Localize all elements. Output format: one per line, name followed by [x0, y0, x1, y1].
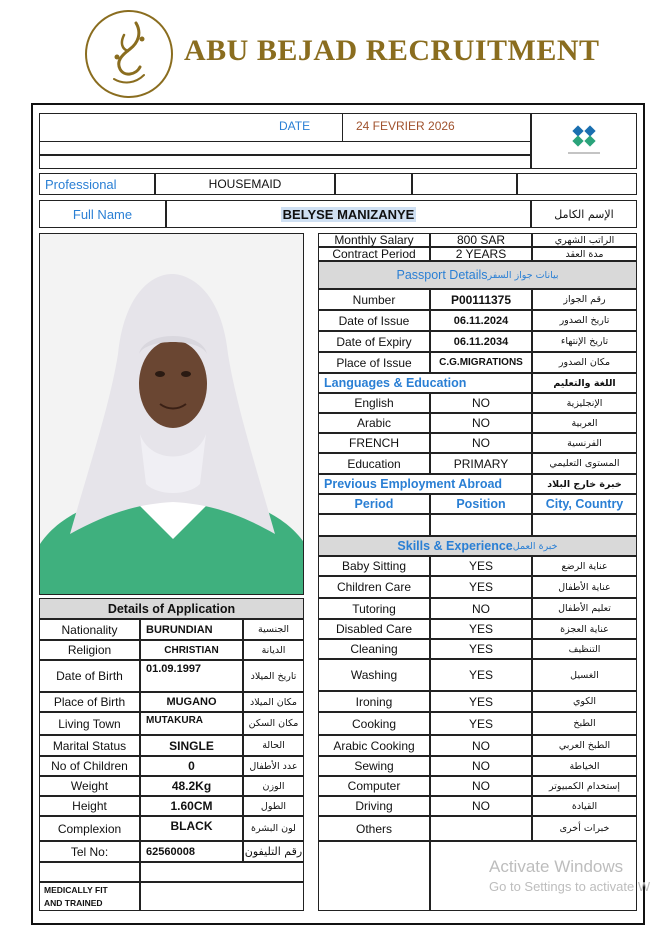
fullname-label: Full Name [39, 200, 166, 228]
skill-value: YES [430, 659, 532, 691]
employment-blank [318, 514, 430, 536]
skill-ar: عناية الأطفال [532, 576, 637, 598]
detail-ar: الجنسية [243, 619, 304, 640]
employment-blank [532, 514, 637, 536]
detail-value: 1.60CM [140, 796, 243, 816]
blank-cell [39, 862, 140, 882]
skill-label: Tutoring [318, 598, 430, 619]
detail-ar: الحالة [243, 735, 304, 756]
skill-ar: الطبخ العربي [532, 735, 637, 756]
detail-label: Nationality [39, 619, 140, 640]
language-value: NO [430, 433, 532, 453]
skill-ar: تعليم الأطفال [532, 598, 637, 619]
blank-row [39, 141, 531, 155]
employment-blank [430, 514, 532, 536]
blank-cell [318, 841, 430, 911]
detail-value: MUTAKURA [140, 712, 243, 735]
skill-ar: عناية الرضع [532, 556, 637, 576]
brand-title: ABU BEJAD RECRUITMENT [184, 34, 600, 67]
salary-label: Monthly Salary [318, 233, 430, 247]
passport-label: Place of Issue [318, 352, 430, 373]
skill-value: NO [430, 796, 532, 816]
skill-label: Sewing [318, 756, 430, 776]
passport-title: Passport Details [396, 268, 488, 282]
skill-ar: الخياطة [532, 756, 637, 776]
blank-cell [140, 882, 304, 911]
passport-ar: تاريخ الإنتهاء [532, 331, 637, 352]
skill-label: Others [318, 816, 430, 841]
skill-label: Driving [318, 796, 430, 816]
passport-label: Date of Expiry [318, 331, 430, 352]
skill-label: Computer [318, 776, 430, 796]
detail-value: SINGLE [140, 735, 243, 756]
detail-label: Date of Birth [39, 660, 140, 692]
skill-value: NO [430, 598, 532, 619]
detail-value: BURUNDIAN [140, 619, 243, 640]
date-label: DATE [279, 119, 311, 133]
watermark-line-2: Go to Settings to activate W [489, 879, 651, 894]
passport-label: Date of Issue [318, 310, 430, 331]
detail-ar: رقم التليفون [243, 841, 304, 862]
detail-label: Place of Birth [39, 692, 140, 712]
language-label: Arabic [318, 413, 430, 433]
language-ar: الإنجليزية [532, 393, 637, 413]
detail-label: Complexion [39, 816, 140, 841]
employment-col-position: Position [430, 494, 532, 514]
skills-title: Skills & Experience [397, 539, 513, 553]
header [0, 0, 669, 103]
education-value: PRIMARY [430, 453, 532, 474]
employment-col-city: City, Country [532, 494, 637, 514]
passport-value: 06.11.2034 [430, 331, 532, 352]
medical-status [39, 882, 140, 911]
medical-line-1: MEDICALLY FIT [44, 884, 108, 895]
detail-value: 01.09.1997 [140, 660, 243, 692]
skill-ar: التنظيف [532, 639, 637, 659]
languages-title: Languages & Education [318, 373, 532, 393]
date-value: 24 FEVRIER 2026 [356, 119, 455, 133]
detail-ar: مكان السكن [243, 712, 304, 735]
skill-value [430, 816, 532, 841]
passport-value: 06.11.2024 [430, 310, 532, 331]
detail-value: 62560008 [140, 841, 243, 862]
detail-ar: تاريخ الميلاد [243, 660, 304, 692]
skill-label: Arabic Cooking [318, 735, 430, 756]
salary-value: 800 SAR [430, 233, 532, 247]
detail-ar: عدد الأطفال [243, 756, 304, 776]
detail-ar: الديانة [243, 640, 304, 660]
skill-label: Cooking [318, 712, 430, 735]
language-ar: العربية [532, 413, 637, 433]
detail-ar: الوزن [243, 776, 304, 796]
skill-label: Ironing [318, 691, 430, 712]
contract-label: Contract Period [318, 247, 430, 261]
detail-ar: الطول [243, 796, 304, 816]
fullname-ar: الإسم الكامل [531, 200, 637, 228]
profession-label: Professional [39, 173, 155, 195]
applicant-photo [39, 233, 304, 595]
skill-label: Cleaning [318, 639, 430, 659]
skill-ar: إستخدام الكمبيوتر [532, 776, 637, 796]
detail-label: No of Children [39, 756, 140, 776]
contract-ar: مدة العقد [532, 247, 637, 261]
passport-value: C.G.MIGRATIONS [430, 352, 532, 373]
detail-label: Living Town [39, 712, 140, 735]
employment-title-ar: خبرة خارج البلاد [532, 474, 637, 494]
profession-value: HOUSEMAID [155, 173, 335, 195]
detail-value: CHRISTIAN [140, 640, 243, 660]
fullname-value: BELYSE MANIZANYE [282, 206, 415, 222]
skill-label: Washing [318, 659, 430, 691]
skills-title-ar: خبرة العمل [512, 540, 558, 552]
skill-ar: عناية العجزة [532, 619, 637, 639]
divider [342, 113, 343, 141]
skill-ar: خبرات أخرى [532, 816, 637, 841]
languages-title-ar: اللغة والتعليم [532, 373, 637, 393]
language-label: English [318, 393, 430, 413]
passport-ar: مكان الصدور [532, 352, 637, 373]
education-ar: المستوى التعليمي [532, 453, 637, 474]
blank-cell [412, 173, 517, 195]
detail-ar: مكان الميلاد [243, 692, 304, 712]
detail-label: Religion [39, 640, 140, 660]
skill-ar: الطبخ [532, 712, 637, 735]
watermark-line-1: Activate Windows [489, 857, 624, 876]
medical-line-2: AND TRAINED [44, 897, 103, 908]
skill-value: YES [430, 639, 532, 659]
skill-ar: الكوي [532, 691, 637, 712]
blank-row [39, 155, 531, 169]
detail-label: Marital Status [39, 735, 140, 756]
blank-cell [140, 862, 304, 882]
language-value: NO [430, 393, 532, 413]
agency-logo-icon [556, 123, 612, 159]
detail-value: BLACK [140, 816, 243, 841]
employment-col-period: Period [318, 494, 430, 514]
skill-label: Baby Sitting [318, 556, 430, 576]
detail-ar: لون البشرة [243, 816, 304, 841]
blank-cell [335, 173, 412, 195]
skill-ar: الغسيل [532, 659, 637, 691]
passport-label: Number [318, 289, 430, 310]
skill-label: Children Care [318, 576, 430, 598]
passport-value: P00111375 [430, 289, 532, 310]
skill-label: Disabled Care [318, 619, 430, 639]
detail-label: Tel No: [39, 841, 140, 862]
passport-ar: تاريخ الصدور [532, 310, 637, 331]
skill-value: NO [430, 776, 532, 796]
education-label: Education [318, 453, 430, 474]
skill-value: YES [430, 576, 532, 598]
detail-value: MUGANO [140, 692, 243, 712]
agency-logo-box [531, 113, 637, 169]
passport-title-ar: بيانات جواز السفر [487, 269, 559, 281]
skill-value: YES [430, 712, 532, 735]
passport-ar: رقم الجواز [532, 289, 637, 310]
detail-value: 0 [140, 756, 243, 776]
employment-title: Previous Employment Abroad [318, 474, 532, 494]
skill-value: YES [430, 691, 532, 712]
fullname-cell [166, 200, 531, 228]
blank-cell [517, 173, 637, 195]
language-value: NO [430, 413, 532, 433]
contract-value: 2 YEARS [430, 247, 532, 261]
details-title: Details of Application [39, 598, 304, 619]
logo-emblem [84, 9, 174, 99]
passport-title-cell [318, 261, 637, 289]
skill-value: NO [430, 735, 532, 756]
skill-value: YES [430, 619, 532, 639]
skill-value: YES [430, 556, 532, 576]
detail-value: 48.2Kg [140, 776, 243, 796]
language-ar: الفرنسية [532, 433, 637, 453]
language-label: FRENCH [318, 433, 430, 453]
detail-label: Weight [39, 776, 140, 796]
skills-title-cell [318, 536, 637, 556]
detail-label: Height [39, 796, 140, 816]
activate-windows-watermark [489, 857, 650, 897]
salary-ar: الراتب الشهري [532, 233, 637, 247]
skill-value: NO [430, 756, 532, 776]
skill-ar: القيادة [532, 796, 637, 816]
